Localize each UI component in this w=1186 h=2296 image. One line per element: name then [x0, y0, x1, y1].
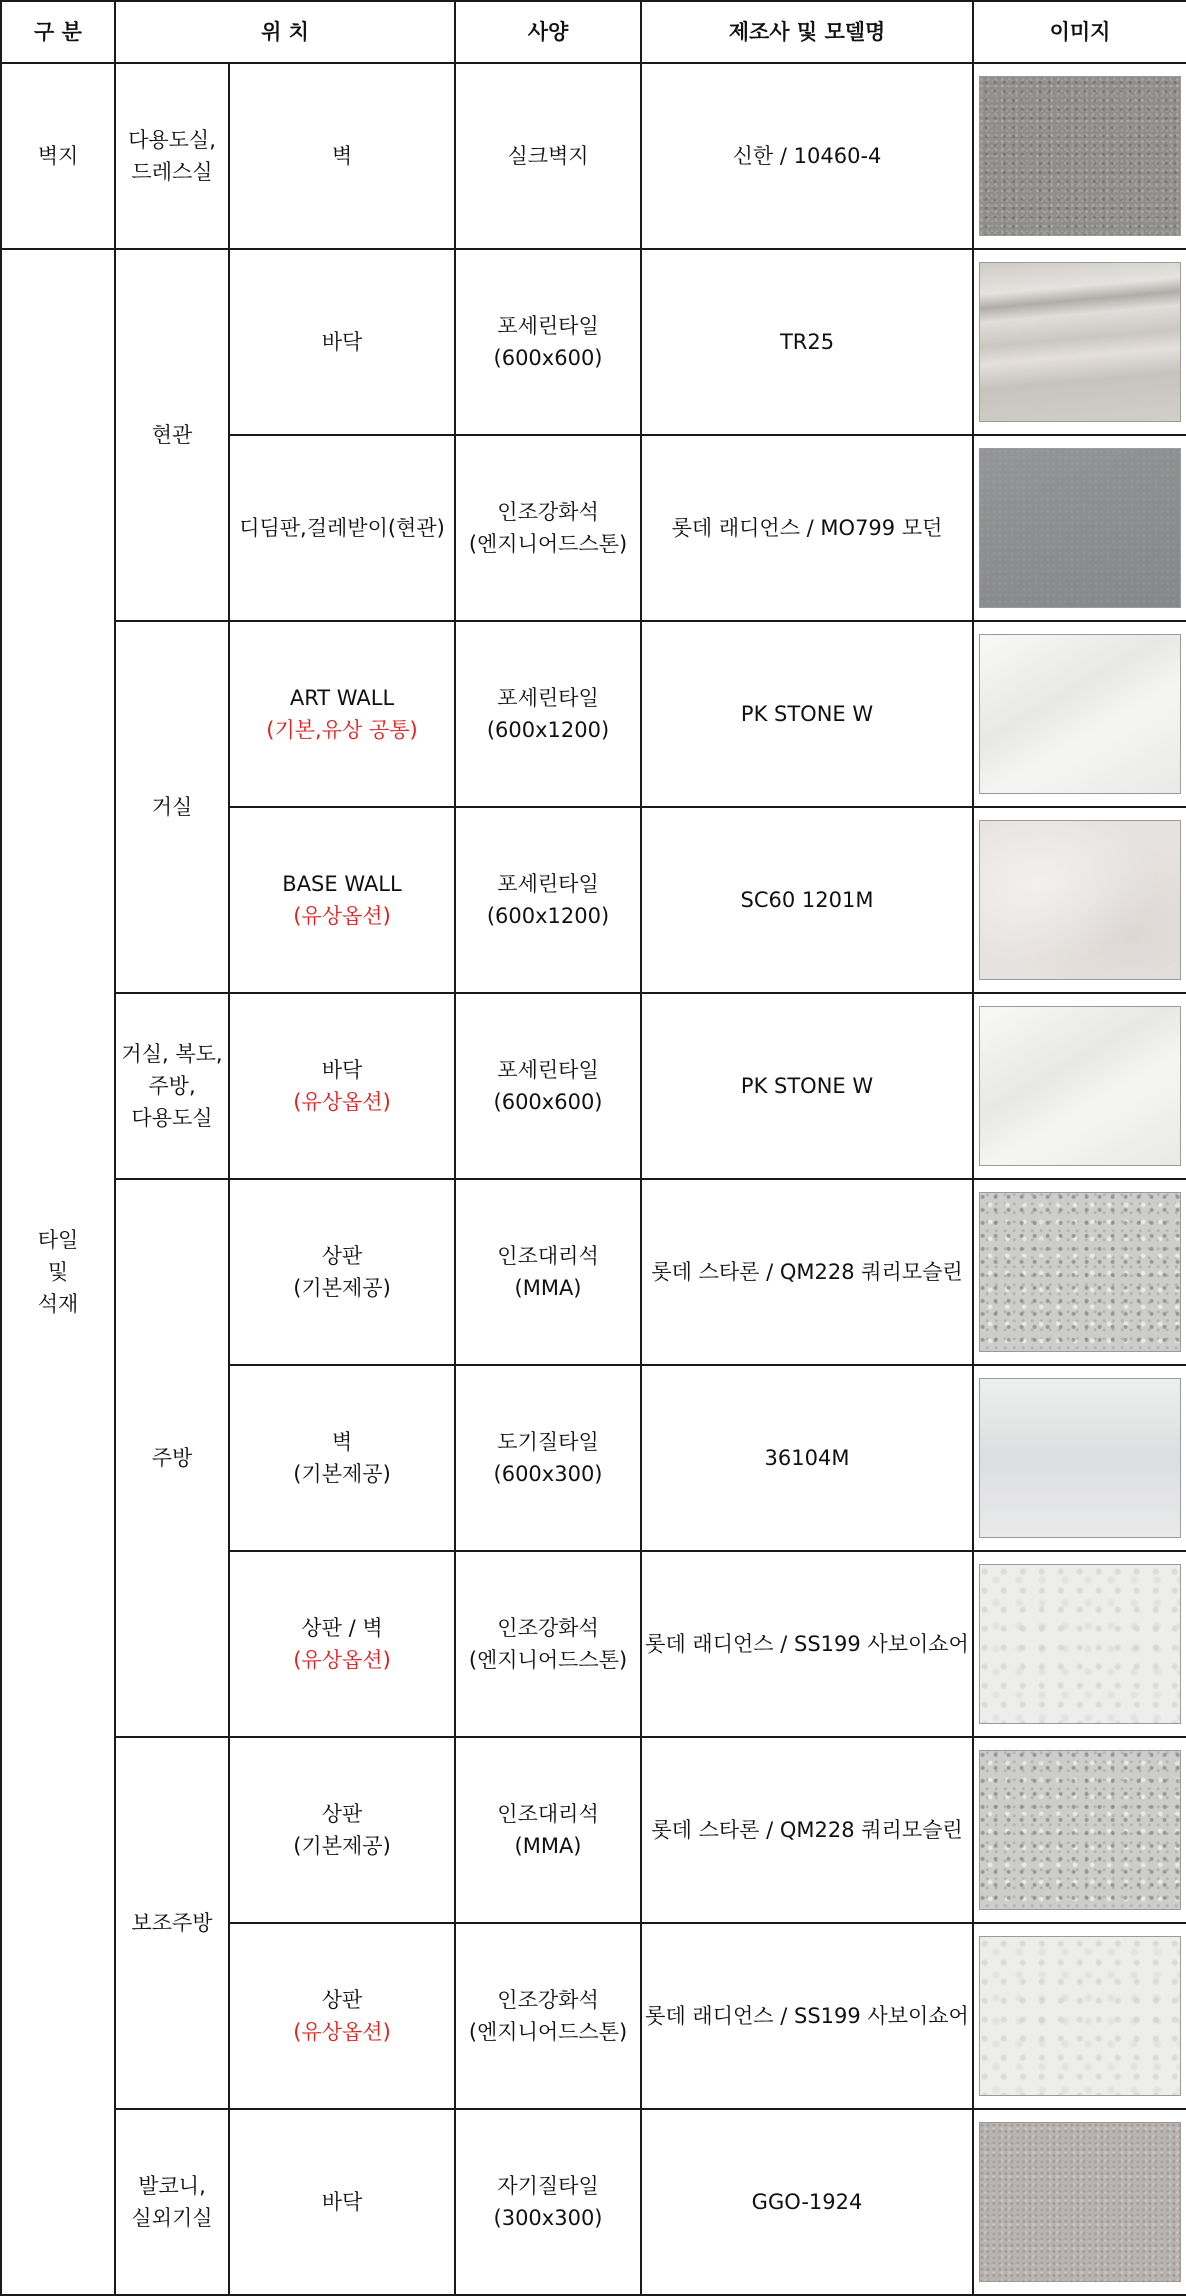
cell-text-line: 실외기실 — [131, 2206, 213, 2230]
cell-text-line: (600x1200) — [486, 718, 610, 742]
header-maker-model: 제조사 및 모델명 — [641, 1, 973, 63]
maker-model-cell: PK STONE W — [641, 621, 973, 807]
position-cell — [229, 807, 455, 993]
material-swatch-image — [979, 262, 1181, 422]
table-row — [1, 1737, 1186, 1923]
position-label: BASE WALL — [282, 872, 402, 896]
category-cell — [1, 249, 115, 2295]
position-cell — [229, 2109, 455, 2295]
cell-text-line: 포세린타일 — [497, 686, 599, 710]
cell-text-line: 디딤판,걸레받이(현관) — [239, 516, 445, 540]
cell-text-line: 타일 — [37, 1228, 79, 1252]
cell-text-line: 포세린타일 — [497, 872, 599, 896]
header-row — [1, 1, 1186, 63]
image-cell — [973, 1551, 1186, 1737]
image-cell — [973, 1923, 1186, 2109]
position-cell — [229, 1737, 455, 1923]
cell-text-line: 벽 — [331, 144, 353, 168]
image-cell — [973, 1365, 1186, 1551]
maker-model-cell: GGO-1924 — [641, 2109, 973, 2295]
cell-text-line: 및 — [47, 1260, 69, 1284]
material-swatch-image — [979, 448, 1181, 608]
maker-model-cell: SC60 1201M — [641, 807, 973, 993]
cell-text-line: 다용도실, — [128, 128, 216, 152]
header-location: 위 치 — [115, 1, 455, 63]
option-note: (유상옵션) — [293, 1648, 391, 1672]
image-cell — [973, 435, 1186, 621]
cell-text-line: 인조강화석 — [497, 1988, 599, 2012]
cell-text-line: 인조대리석 — [497, 1244, 599, 1268]
cell-text-line: 바닥 — [321, 2190, 363, 2214]
spec-cell — [455, 807, 641, 993]
position-cell — [229, 1365, 455, 1551]
position-cell — [229, 63, 455, 249]
cell-text-line: (600x1200) — [486, 904, 610, 928]
image-cell — [973, 249, 1186, 435]
area-cell — [115, 2109, 229, 2295]
cell-text-line: 거실 — [151, 795, 193, 819]
material-swatch-image — [979, 1192, 1181, 1352]
material-swatch-image — [979, 1936, 1181, 2096]
spec-cell — [455, 993, 641, 1179]
cell-text-line: (기본제공) — [293, 1276, 391, 1300]
cell-text-line: 자기질타일 — [497, 2174, 599, 2198]
table-row — [1, 993, 1186, 1179]
cell-text-line: 포세린타일 — [497, 314, 599, 338]
maker-model-cell: TR25 — [641, 249, 973, 435]
cell-text-line: 주방 — [151, 1446, 193, 1470]
position-cell — [229, 993, 455, 1179]
cell-text-line: (기본제공) — [293, 1462, 391, 1486]
cell-text-line: 석재 — [37, 1292, 79, 1316]
material-swatch-image — [979, 1750, 1181, 1910]
table-row — [1, 249, 1186, 435]
spec-cell — [455, 621, 641, 807]
image-cell — [973, 1737, 1186, 1923]
cell-text-line: (엔지니어드스톤) — [468, 1648, 628, 1672]
material-swatch-image — [979, 634, 1181, 794]
material-swatch-image — [979, 76, 1181, 236]
cell-text-line: (600x600) — [493, 346, 603, 370]
cell-text-line: 발코니, — [138, 2174, 206, 2198]
spec-cell — [455, 435, 641, 621]
table-row — [1, 621, 1186, 807]
maker-model-cell: 롯데 스타론 / QM228 쿼리모슬린 — [641, 1179, 973, 1365]
cell-text-line: (600x600) — [493, 1090, 603, 1114]
image-cell — [973, 621, 1186, 807]
cell-text-line: 바닥 — [321, 330, 363, 354]
maker-model-cell: 신한 / 10460-4 — [641, 63, 973, 249]
spec-cell — [455, 249, 641, 435]
position-label: ART WALL — [289, 686, 395, 710]
position-label: 상판 / 벽 — [301, 1616, 383, 1640]
maker-model-cell: PK STONE W — [641, 993, 973, 1179]
area-cell — [115, 1179, 229, 1737]
area-cell — [115, 993, 229, 1179]
spec-cell — [455, 2109, 641, 2295]
image-cell — [973, 2109, 1186, 2295]
maker-model-cell: 롯데 래디언스 / SS199 사보이쇼어 — [641, 1551, 973, 1737]
option-note: (기본,유상 공통) — [266, 718, 418, 742]
option-note: (유상옵션) — [293, 1090, 391, 1114]
cell-text-line: (MMA) — [514, 1834, 582, 1858]
header-image: 이미지 — [973, 1, 1186, 63]
area-cell — [115, 63, 229, 249]
cell-text-line: 벽지 — [37, 144, 79, 168]
image-cell — [973, 993, 1186, 1179]
cell-text-line: (600x300) — [493, 1462, 603, 1486]
position-cell — [229, 249, 455, 435]
position-cell — [229, 621, 455, 807]
cell-text-line: 인조강화석 — [497, 500, 599, 524]
cell-text-line: 벽 — [331, 1430, 353, 1454]
spec-cell — [455, 1737, 641, 1923]
cell-text-line: 도기질타일 — [497, 1430, 599, 1454]
category-cell — [1, 63, 115, 249]
cell-text-line: 인조대리석 — [497, 1802, 599, 1826]
maker-model-cell: 36104M — [641, 1365, 973, 1551]
image-cell — [973, 63, 1186, 249]
header-category: 구 분 — [1, 1, 115, 63]
cell-text-line: 실크벽지 — [507, 144, 589, 168]
table-row — [1, 1179, 1186, 1365]
area-cell — [115, 249, 229, 621]
table-row — [1, 2109, 1186, 2295]
spec-cell — [455, 1365, 641, 1551]
cell-text-line: 상판 — [321, 1244, 363, 1268]
position-cell — [229, 435, 455, 621]
maker-model-cell: 롯데 스타론 / QM228 쿼리모슬린 — [641, 1737, 973, 1923]
cell-text-line: 주방, — [148, 1074, 196, 1098]
cell-text-line: 드레스실 — [131, 160, 213, 184]
spec-cell — [455, 63, 641, 249]
position-cell — [229, 1179, 455, 1365]
position-label: 상판 — [321, 1988, 363, 2012]
option-note: (유상옵션) — [293, 2020, 391, 2044]
header-spec: 사양 — [455, 1, 641, 63]
spec-cell — [455, 1179, 641, 1365]
position-cell — [229, 1551, 455, 1737]
cell-text-line: 포세린타일 — [497, 1058, 599, 1082]
maker-model-cell: 롯데 래디언스 / SS199 사보이쇼어 — [641, 1923, 973, 2109]
area-cell — [115, 1737, 229, 2109]
spec-cell — [455, 1551, 641, 1737]
image-cell — [973, 807, 1186, 993]
cell-text-line: 인조강화석 — [497, 1616, 599, 1640]
material-swatch-image — [979, 1564, 1181, 1724]
cell-text-line: 거실, 복도, — [121, 1042, 223, 1066]
maker-model-cell: 롯데 래디언스 / MO799 모던 — [641, 435, 973, 621]
image-cell — [973, 1179, 1186, 1365]
cell-text-line: 다용도실 — [131, 1106, 213, 1130]
material-swatch-image — [979, 1006, 1181, 1166]
material-swatch-image — [979, 1378, 1181, 1538]
table-body — [1, 63, 1186, 2295]
cell-text-line: (기본제공) — [293, 1834, 391, 1858]
spec-cell — [455, 1923, 641, 2109]
area-cell — [115, 621, 229, 993]
cell-text-line: (MMA) — [514, 1276, 582, 1300]
table-row — [1, 63, 1186, 249]
cell-text-line: 상판 — [321, 1802, 363, 1826]
position-cell — [229, 1923, 455, 2109]
cell-text-line: (300x300) — [493, 2206, 603, 2230]
position-label: 바닥 — [321, 1058, 363, 1082]
material-swatch-image — [979, 2122, 1181, 2282]
cell-text-line: (엔지니어드스톤) — [468, 532, 628, 556]
cell-text-line: (엔지니어드스톤) — [468, 2020, 628, 2044]
cell-text-line: 보조주방 — [131, 1911, 213, 1935]
material-swatch-image — [979, 820, 1181, 980]
cell-text-line: 현관 — [151, 423, 193, 447]
option-note: (유상옵션) — [293, 904, 391, 928]
